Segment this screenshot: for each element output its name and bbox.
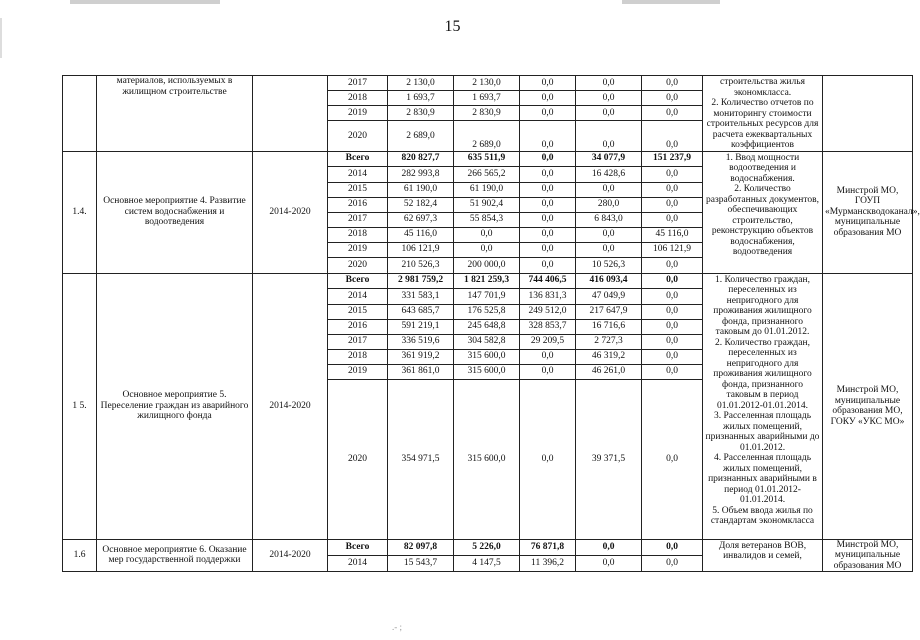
implementation-period bbox=[253, 76, 328, 152]
amount-cell: 328 853,7 bbox=[520, 319, 576, 334]
executor: Минстрой МО, ГОУП «Мурманскводоканал», муниципальные образования МО bbox=[823, 151, 913, 273]
year-cell: 2020 bbox=[328, 257, 388, 273]
amount-cell: 34 077,9 bbox=[576, 151, 642, 166]
implementation-period: 2014-2020 bbox=[253, 273, 328, 539]
amount-cell: 151 237,9 bbox=[642, 151, 703, 166]
year-cell: 2014 bbox=[328, 166, 388, 182]
amount-cell: 0,0 bbox=[642, 319, 703, 334]
amount-cell: 0,0 bbox=[642, 539, 703, 555]
activity-name: Основное мероприятие 6. Оказание мер государственной поддержки bbox=[97, 539, 253, 572]
executor bbox=[823, 76, 913, 152]
target-indicators: 1. Ввод мощности водоотведения и водоснабжения. 2. Количество разработанных документов, обеспечивающих строительство, реконструкцию объектов водоснабжения, водоотведения bbox=[703, 151, 823, 273]
year-cell: 2018 bbox=[328, 227, 388, 242]
page-number: 15 bbox=[444, 18, 461, 35]
amount-cell: 0,0 bbox=[520, 166, 576, 182]
year-cell: 2018 bbox=[328, 349, 388, 364]
year-cell: 2016 bbox=[328, 197, 388, 212]
amount-cell: 106 121,9 bbox=[642, 242, 703, 257]
scan-artifact bbox=[622, 0, 720, 4]
amount-cell: 635 511,9 bbox=[454, 151, 520, 166]
year-cell: 2017 bbox=[328, 334, 388, 349]
year-cell: 2017 bbox=[328, 76, 388, 91]
amount-cell: 0,0 bbox=[520, 349, 576, 364]
implementation-period: 2014-2020 bbox=[253, 151, 328, 273]
amount-cell: 0,0 bbox=[642, 288, 703, 304]
table-row bbox=[63, 76, 913, 91]
amount-cell: 0,0 bbox=[576, 106, 642, 121]
amount-cell: 0,0 bbox=[576, 227, 642, 242]
year-cell: 2017 bbox=[328, 212, 388, 227]
amount-cell: 2 830,9 bbox=[388, 106, 454, 121]
amount-cell: 62 697,3 bbox=[388, 212, 454, 227]
executor: Минстрой МО, муниципальные образования МО bbox=[823, 539, 913, 572]
year-cell: 2019 bbox=[328, 242, 388, 257]
amount-cell: 45 116,0 bbox=[642, 227, 703, 242]
year-cell: 2015 bbox=[328, 304, 388, 319]
year-cell: 2016 bbox=[328, 319, 388, 334]
amount-cell: 0,0 bbox=[642, 334, 703, 349]
section-index: 1.4. bbox=[63, 151, 97, 273]
amount-cell: 0,0 bbox=[642, 379, 703, 539]
scan-artifact: .- ; bbox=[392, 622, 402, 632]
amount-cell: 2 689,0 bbox=[388, 121, 454, 151]
amount-cell: 16 428,6 bbox=[576, 166, 642, 182]
amount-cell: 0,0 bbox=[642, 121, 703, 151]
amount-cell: 39 371,5 bbox=[576, 379, 642, 539]
amount-cell: 16 716,6 bbox=[576, 319, 642, 334]
amount-cell: 10 526,3 bbox=[576, 257, 642, 273]
amount-cell: 210 526,3 bbox=[388, 257, 454, 273]
section-index bbox=[63, 76, 97, 152]
amount-cell: 0,0 bbox=[520, 151, 576, 166]
amount-cell: 0,0 bbox=[642, 182, 703, 197]
amount-cell: 0,0 bbox=[576, 539, 642, 555]
amount-cell: 0,0 bbox=[642, 166, 703, 182]
year-cell: Всего bbox=[328, 539, 388, 555]
amount-cell: 744 406,5 bbox=[520, 273, 576, 288]
amount-cell: 336 519,6 bbox=[388, 334, 454, 349]
amount-cell: 0,0 bbox=[576, 121, 642, 151]
year-cell: 2020 bbox=[328, 379, 388, 539]
amount-cell: 0,0 bbox=[642, 197, 703, 212]
amount-cell: 2 981 759,2 bbox=[388, 273, 454, 288]
amount-cell: 29 209,5 bbox=[520, 334, 576, 349]
amount-cell: 11 396,2 bbox=[520, 555, 576, 571]
amount-cell: 2 830,9 bbox=[454, 106, 520, 121]
amount-cell: 643 685,7 bbox=[388, 304, 454, 319]
amount-cell: 46 261,0 bbox=[576, 364, 642, 379]
amount-cell: 0,0 bbox=[576, 76, 642, 91]
amount-cell: 820 827,7 bbox=[388, 151, 454, 166]
amount-cell: 0,0 bbox=[520, 121, 576, 151]
amount-cell: 0,0 bbox=[520, 227, 576, 242]
amount-cell: 106 121,9 bbox=[388, 242, 454, 257]
amount-cell: 0,0 bbox=[642, 106, 703, 121]
table-row bbox=[63, 151, 913, 166]
amount-cell: 331 583,1 bbox=[388, 288, 454, 304]
amount-cell: 0,0 bbox=[576, 91, 642, 106]
amount-cell: 361 861,0 bbox=[388, 364, 454, 379]
year-cell: 2020 bbox=[328, 121, 388, 151]
amount-cell: 5 226,0 bbox=[454, 539, 520, 555]
section-index: 1.6 bbox=[63, 539, 97, 572]
activity-name: Основное мероприятие 5. Переселение граждан из аварийного жилищного фонда bbox=[97, 273, 253, 539]
amount-cell: 245 648,8 bbox=[454, 319, 520, 334]
amount-cell: 361 919,2 bbox=[388, 349, 454, 364]
amount-cell: 0,0 bbox=[454, 227, 520, 242]
amount-cell: 416 093,4 bbox=[576, 273, 642, 288]
amount-cell: 0,0 bbox=[642, 273, 703, 288]
amount-cell: 61 190,0 bbox=[454, 182, 520, 197]
amount-cell: 136 831,3 bbox=[520, 288, 576, 304]
amount-cell: 0,0 bbox=[520, 364, 576, 379]
amount-cell: 61 190,0 bbox=[388, 182, 454, 197]
amount-cell: 0,0 bbox=[520, 197, 576, 212]
amount-cell: 76 871,8 bbox=[520, 539, 576, 555]
amount-cell: 2 689,0 bbox=[454, 121, 520, 151]
amount-cell: 0,0 bbox=[642, 304, 703, 319]
amount-cell: 266 565,2 bbox=[454, 166, 520, 182]
amount-cell: 2 727,3 bbox=[576, 334, 642, 349]
amount-cell: 0,0 bbox=[642, 364, 703, 379]
amount-cell: 0,0 bbox=[520, 182, 576, 197]
amount-cell: 280,0 bbox=[576, 197, 642, 212]
amount-cell: 1 693,7 bbox=[388, 91, 454, 106]
amount-cell: 1 821 259,3 bbox=[454, 273, 520, 288]
scan-artifact bbox=[70, 0, 220, 4]
amount-cell: 4 147,5 bbox=[454, 555, 520, 571]
amount-cell: 354 971,5 bbox=[388, 379, 454, 539]
amount-cell: 0,0 bbox=[576, 182, 642, 197]
year-cell: 2014 bbox=[328, 555, 388, 571]
section-index: 1 5. bbox=[63, 273, 97, 539]
amount-cell: 315 600,0 bbox=[454, 364, 520, 379]
amount-cell: 0,0 bbox=[520, 106, 576, 121]
year-cell: Всего bbox=[328, 151, 388, 166]
amount-cell: 315 600,0 bbox=[454, 349, 520, 364]
activity-name: материалов, используемых в жилищном строительстве bbox=[97, 76, 253, 152]
year-cell: Всего bbox=[328, 273, 388, 288]
executor: Минстрой МО, муниципальные образования МО, ГОКУ «УКС МО» bbox=[823, 273, 913, 539]
amount-cell: 55 854,3 bbox=[454, 212, 520, 227]
amount-cell: 0,0 bbox=[576, 555, 642, 571]
amount-cell: 82 097,8 bbox=[388, 539, 454, 555]
amount-cell: 591 219,1 bbox=[388, 319, 454, 334]
amount-cell: 0,0 bbox=[520, 76, 576, 91]
amount-cell: 176 525,8 bbox=[454, 304, 520, 319]
year-cell: 2019 bbox=[328, 106, 388, 121]
amount-cell: 6 843,0 bbox=[576, 212, 642, 227]
amount-cell: 0,0 bbox=[642, 212, 703, 227]
amount-cell: 0,0 bbox=[642, 91, 703, 106]
amount-cell: 0,0 bbox=[642, 76, 703, 91]
amount-cell: 282 993,8 bbox=[388, 166, 454, 182]
implementation-period: 2014-2020 bbox=[253, 539, 328, 572]
amount-cell: 0,0 bbox=[642, 555, 703, 571]
amount-cell: 217 647,9 bbox=[576, 304, 642, 319]
amount-cell: 51 902,4 bbox=[454, 197, 520, 212]
program-activities-table bbox=[62, 75, 920, 572]
table-row bbox=[63, 539, 913, 555]
target-indicators: Доля ветеранов ВОВ, инвалидов и семей, bbox=[703, 539, 823, 572]
amount-cell: 45 116,0 bbox=[388, 227, 454, 242]
target-indicators: 1. Количество граждан, переселенных из непригодного для проживания жилищного фонда, признанного таковым до 01.01.2012. 2. Количество граждан, переселенных из непригодного для проживания жилищного фонда, признанного таковым в период 01.01.2012-01.01.2014. 3. Расселенная площадь жилых помещений, признанных аварийными до 01.01.2012. 4. Расселенная площадь жилых помещений, признанных аварийными в период 01.01.2012-01.01.2014. 5. Объем ввода жилья по стандартам экономкласса bbox=[703, 273, 823, 539]
amount-cell: 47 049,9 bbox=[576, 288, 642, 304]
amount-cell: 0,0 bbox=[520, 379, 576, 539]
amount-cell: 147 701,9 bbox=[454, 288, 520, 304]
amount-cell: 15 543,7 bbox=[388, 555, 454, 571]
year-cell: 2019 bbox=[328, 364, 388, 379]
amount-cell: 2 130,0 bbox=[454, 76, 520, 91]
amount-cell: 0,0 bbox=[520, 91, 576, 106]
amount-cell: 249 512,0 bbox=[520, 304, 576, 319]
year-cell: 2014 bbox=[328, 288, 388, 304]
amount-cell: 0,0 bbox=[520, 257, 576, 273]
amount-cell: 0,0 bbox=[454, 242, 520, 257]
amount-cell: 0,0 bbox=[520, 242, 576, 257]
amount-cell: 0,0 bbox=[642, 349, 703, 364]
year-cell: 2015 bbox=[328, 182, 388, 197]
amount-cell: 0,0 bbox=[576, 242, 642, 257]
amount-cell: 200 000,0 bbox=[454, 257, 520, 273]
amount-cell: 0,0 bbox=[642, 257, 703, 273]
amount-cell: 0,0 bbox=[520, 212, 576, 227]
target-indicators: строительства жилья экономкласса. 2. Количество отчетов по мониторингу стоимости строительных ресурсов для расчета ежеквартальных коэффициентов bbox=[703, 76, 823, 152]
amount-cell: 52 182,4 bbox=[388, 197, 454, 212]
amount-cell: 315 600,0 bbox=[454, 379, 520, 539]
activity-name: Основное мероприятие 4. Развитие систем водоснабжения и водоотведения bbox=[97, 151, 253, 273]
year-cell: 2018 bbox=[328, 91, 388, 106]
amount-cell: 46 319,2 bbox=[576, 349, 642, 364]
table-row bbox=[63, 273, 913, 288]
amount-cell: 1 693,7 bbox=[454, 91, 520, 106]
amount-cell: 304 582,8 bbox=[454, 334, 520, 349]
amount-cell: 2 130,0 bbox=[388, 76, 454, 91]
